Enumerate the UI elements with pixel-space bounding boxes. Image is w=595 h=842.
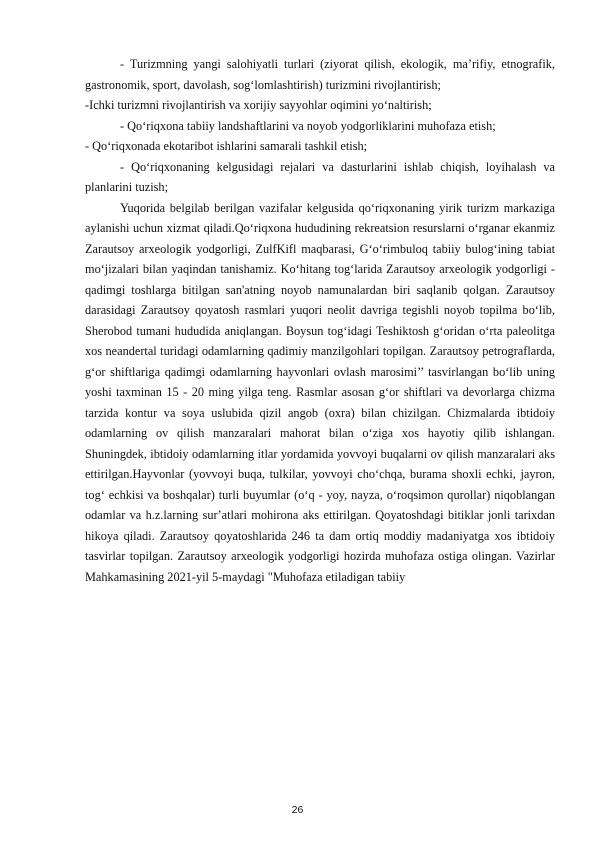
page-body	[85, 54, 555, 587]
page-number: 26	[291, 804, 304, 816]
paragraph-4: - Qoʻriqxonada ekotaribot ishlarini samarali tashkil etish;	[85, 139, 368, 153]
paragraph-6: Yuqorida belgilab berilgan vazifalar kelgusida qoʻriqxonaning yirik turizm markaziga aylanishi uchun xizmat qiladi.Qoʻriqxona hududining rekreatsion resurslarni oʻrganar ekanmiz Zarautsoy arxeologik yodgorligi, ZulfKifl maqbarasi, Gʻoʻrimbuloq tabiiy bulogʻining tabiat moʻjizalari bilan yaqindan tanishamiz. Koʻhitang togʻlarida Zarautsoy arxeologik yodgorligi - qadimgi toshlarga bitilgan san'atning noyob namunalardan biri saqlanib qolgan. Zarautsoy darasidagi Zarautsoy qoyatosh rasmlari yuqori neolit davriga tegishli noyob topilma boʻlib, Sherobod tumani hududida aniqlangan. Boysun togʻidagi Teshiktosh gʻoridan oʻrta paleolitga xos neandertal turidagi odamlarning qadimiy manzilgohlari topilgan. Zarautsoy petrograflarda, gʻor shiftlariga qadimgi odamlarning hayvonlari ovlash marosimi’’ tasvirlangan boʻlib uning yoshi taxminan 15 - 20 ming yilga teng. Rasmlar asosan gʻor shiftlari va devorlarga chizma tarzida kontur va soya uslubida qizil angob (oxra) bilan chizilgan. Chizmalarda ibtidoiy odamlarning ov qilish manzaralari mahorat bilan oʻziga xos hayotiy qilib ishlangan. Shuningdek, ibtidoiy odamlarning itlar yordamida yovvoyi buqalarni ov qilish manzaralari aks ettirilgan.Hayvonlar (yovvoyi buqa, tulkilar, yovvoyi choʻchqa, burama shoxli echki, jayron, togʻ echkisi va boshqalar) turli buyumlar (oʻq - yoy, nayza, oʻroqsimon qurollar) niqoblangan odamlar va h.z.larning surʼatlari mohirona aks ettirilgan. Qoyatoshdagi bitiklar jonli tarixdan hikoya qiladi. Zarautsoy qoyatoshlarida 246 ta dam ortiq moddiy madaniyatga xos ibtidoiy tasvirlar topilgan. Zarautsoy arxeologik yodgorligi hozirda muhofaza ostiga olingan. Vazirlar Mahkamasining 2021-yil 5-maydagi "Muhofaza etiladigan tabiiy	[85, 200, 555, 584]
paragraph-5: - Qoʻriqxonaning kelgusidagi rejalari va dasturlarini ishlab chiqish, loyihalash va planlarini tuzish;	[85, 159, 555, 194]
paragraph-1: - Turizmning yangi salohiyatli turlari (ziyorat qilish, ekologik, maʼrifiy, etnografik, gastronomik, sport, davolash, sogʻlomlashtirish) turizmini rivojlantirish;	[85, 57, 555, 92]
paragraph-2: -Ichki turizmni rivojlantirish va xorijiy sayyohlar oqimini yoʻnaltirish;	[85, 98, 432, 112]
paragraph-3: - Qoʻriqxona tabiiy landshaftlarini va noyob yodgorliklarini muhofaza etish;	[120, 118, 496, 133]
